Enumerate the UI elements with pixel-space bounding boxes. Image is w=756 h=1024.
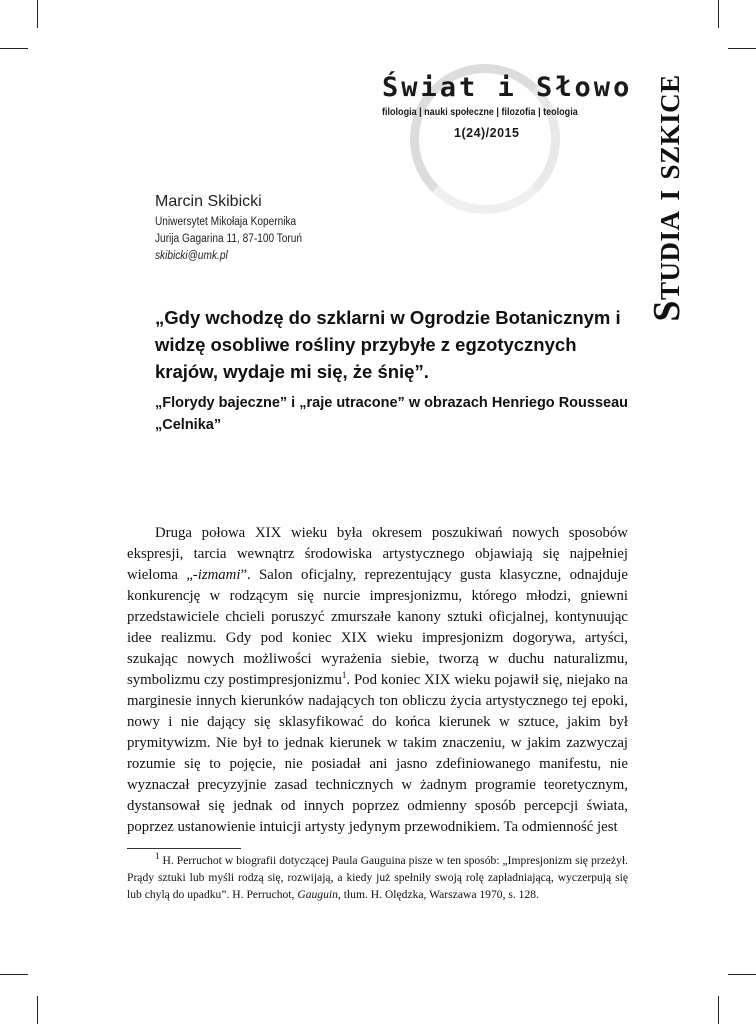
body-text — [127, 523, 628, 838]
footnote-text-run: H. Perruchot w biografii dotyczącej Paula Gauguina pisze w ten sposób: „Impresjonizm się przeżył. Prądy sztuki lub myśli rodzą się, rozwijają, a kiedy już spełniły swoją rolę zapładniającą, wyczerpują się lub chylą do upadku”. H. Perruchot, — [127, 854, 628, 901]
crop-mark — [0, 48, 28, 49]
author-name: Marcin Skibicki — [155, 193, 262, 210]
article-subtitle: „Florydy bajeczne” i „raje utracone” w obrazach Henriego Rousseau „Celnika” — [155, 395, 628, 433]
crop-mark — [718, 996, 719, 1024]
journal-title: Świat i Słowo — [382, 72, 633, 103]
crop-mark — [728, 48, 756, 49]
footnote-number: 1 — [155, 851, 160, 862]
crop-mark — [0, 974, 28, 975]
crop-mark — [37, 996, 38, 1024]
footnote-text-run: , tłum. H. Olędzka, Warszawa 1970, s. 128. — [337, 888, 539, 901]
body-italic-run: izmami — [197, 567, 241, 583]
author-block — [155, 193, 455, 265]
author-email: skibicki@umk.pl — [155, 250, 228, 262]
crop-mark — [37, 0, 38, 28]
body-paragraph — [127, 523, 628, 838]
author-affiliation: Uniwersytet Mikołaja Kopernika — [155, 216, 297, 228]
crop-mark — [728, 974, 756, 975]
article-title: „Gdy wchodzę do szklarni w Ogrodzie Botanicznym i widzę osobliwe rośliny przybyłe z egzotycznych krajów, wydaje mi się, że śnię”. — [155, 307, 621, 382]
footnote-divider — [127, 848, 241, 849]
body-text-run: . Pod koniec XIX wieku pojawił się, niejako na marginesie innych kierunków nadających ton obliczu życia artystycznego tej epoki, nowy i nie dający się sklasyfikować do końca kierunek w sztuce, jakim był prymitywizm. Nie był to jednak kierunek w takim znaczeniu, w jakim zazwyczaj rozumie się to pojęcie, nie posiadał ani jasno zdefiniowanego manifestu, nie wyznaczał precyzyjnie zasad technicznych w żadnym programie teoretycznym, dystansował się jednak od innych poprzez odmienny sposób percepcji świata, poprzez ustanowienie intuicji artysty jedynym przewodnikiem. Ta odmienność jest — [127, 672, 628, 835]
journal-disciplines: filologia | nauki społeczne | filozofia | teologia — [382, 106, 578, 118]
section-label — [643, 74, 691, 322]
journal-issue: 1(24)/2015 — [454, 126, 520, 140]
footnote-italic-run: Gauguin — [297, 888, 338, 901]
journal-masthead — [360, 62, 640, 172]
crop-mark — [718, 0, 719, 28]
body-text-run: ”. Salon oficjalny, reprezentujący gusta klasyczne, odnajduje konkurencję w rodzącym się nurcie impresjonizmu, którego młodzi, gniewni przedstawiciele chcieli poruszyć zmurszałe kanony sztuki oficjalnej, kontynuując idee realizmu. Gdy pod koniec XIX wieku impresjonizm dogorywa, artyści, szukając nowych możliwości wyrażenia siebie, tworzą w duchu naturalizmu, symbolizmu czy postimpresjonizmu — [127, 567, 628, 688]
footnote-reference[interactable]: 1 — [341, 670, 347, 681]
section-label-text: Studia i szkice — [646, 74, 688, 322]
body-text-run: Druga połowa XIX wieku była okresem poszukiwań nowych sposobów ekspresji, tarcia wewnątrz środowiska artystycznego objawiają się najpełniej wieloma „- — [127, 525, 628, 583]
footnote-paragraph — [127, 852, 628, 903]
author-address: Jurija Gagarina 11, 87-100 Toruń — [155, 233, 303, 245]
footnote — [127, 852, 628, 903]
